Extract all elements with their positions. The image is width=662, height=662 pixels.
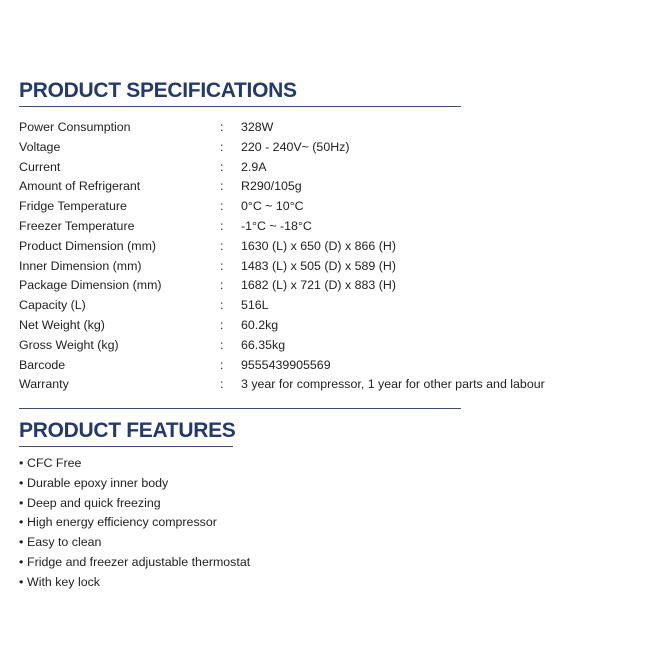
spec-value: 0°C ~ 10°C	[241, 199, 304, 214]
spec-label: Fridge Temperature	[19, 199, 127, 214]
feature-item	[19, 533, 250, 553]
spec-label: Warranty	[19, 377, 69, 392]
spec-value: 60.2kg	[241, 317, 279, 332]
spec-value: 328W	[241, 120, 274, 134]
spec-row	[19, 158, 649, 178]
feature-text: CFC Free	[27, 456, 82, 470]
spec-label: Inner Dimension (mm)	[19, 258, 142, 273]
spec-label: Current	[19, 159, 61, 174]
spec-separator: :	[220, 258, 224, 273]
spec-label: Gross Weight (kg)	[19, 337, 119, 352]
spec-row	[19, 276, 649, 296]
feature-item	[19, 494, 250, 514]
spec-label: Barcode	[19, 357, 66, 372]
features-list	[19, 454, 250, 593]
specifications-underline	[19, 106, 461, 107]
spec-separator: :	[220, 278, 224, 293]
spec-value: 66.35kg	[241, 337, 286, 352]
spec-row	[19, 296, 649, 316]
spec-value: 3 year for compressor, 1 year for other parts and labour	[241, 377, 545, 392]
bullet-icon: •	[19, 574, 24, 589]
feature-text: Fridge and freezer adjustable thermostat	[27, 554, 251, 569]
spec-label: Power Consumption	[19, 120, 131, 134]
feature-item	[19, 454, 250, 474]
spec-separator: :	[220, 139, 224, 154]
spec-value: 1682 (L) x 721 (D) x 883 (H)	[241, 278, 396, 293]
bullet-icon: •	[19, 554, 24, 569]
spec-label: Net Weight (kg)	[19, 317, 105, 332]
section-divider	[19, 408, 461, 409]
bullet-icon: •	[19, 495, 24, 510]
spec-separator: :	[220, 120, 224, 134]
spec-separator: :	[220, 317, 224, 332]
spec-row	[19, 217, 649, 237]
spec-separator: :	[220, 298, 224, 313]
spec-label: Product Dimension (mm)	[19, 238, 157, 253]
feature-text: Deep and quick freezing	[27, 495, 161, 510]
spec-row	[19, 375, 649, 395]
spec-value: 9555439905569	[241, 357, 331, 372]
feature-item	[19, 474, 250, 494]
spec-value: 1483 (L) x 505 (D) x 589 (H)	[241, 258, 396, 273]
spec-value: 1630 (L) x 650 (D) x 866 (H)	[241, 238, 396, 253]
spec-separator: :	[220, 159, 224, 174]
spec-row	[19, 237, 649, 257]
feature-item	[19, 553, 250, 573]
spec-row	[19, 336, 649, 356]
spec-label: Capacity (L)	[19, 298, 86, 313]
specifications-table	[19, 118, 649, 395]
spec-row	[19, 197, 649, 217]
spec-separator: :	[220, 179, 224, 194]
spec-separator: :	[220, 199, 224, 214]
spec-separator: :	[220, 238, 224, 253]
spec-value: -1°C ~ -18°C	[241, 218, 312, 233]
bullet-icon: •	[19, 515, 24, 530]
spec-separator: :	[220, 357, 224, 372]
spec-row	[19, 257, 649, 277]
spec-separator: :	[220, 377, 224, 392]
spec-row	[19, 177, 649, 197]
feature-item	[19, 573, 250, 593]
spec-row	[19, 118, 649, 138]
bullet-icon: •	[19, 535, 24, 550]
feature-text: Easy to clean	[27, 535, 102, 550]
spec-separator: :	[220, 337, 224, 352]
spec-label: Freezer Temperature	[19, 218, 135, 233]
spec-value: 2.9A	[241, 159, 267, 174]
feature-text: High energy efficiency compressor	[27, 515, 217, 530]
features-underline	[19, 446, 233, 447]
feature-text: With key lock	[27, 574, 100, 589]
bullet-icon: •	[19, 475, 24, 490]
spec-row	[19, 316, 649, 336]
spec-separator: :	[220, 218, 224, 233]
spec-row	[19, 356, 649, 376]
bullet-icon: •	[19, 456, 24, 470]
feature-text: Durable epoxy inner body	[27, 475, 169, 490]
spec-value: R290/105g	[241, 179, 302, 194]
spec-label: Package Dimension (mm)	[19, 278, 162, 293]
spec-row	[19, 138, 649, 158]
feature-item	[19, 513, 250, 533]
specifications-heading: PRODUCT SPECIFICATIONS	[19, 79, 297, 102]
features-heading: PRODUCT FEATURES	[19, 419, 236, 442]
spec-label: Amount of Refrigerant	[19, 179, 141, 194]
spec-value: 220 - 240V~ (50Hz)	[241, 139, 350, 154]
spec-label: Voltage	[19, 139, 61, 154]
spec-value: 516L	[241, 298, 269, 313]
